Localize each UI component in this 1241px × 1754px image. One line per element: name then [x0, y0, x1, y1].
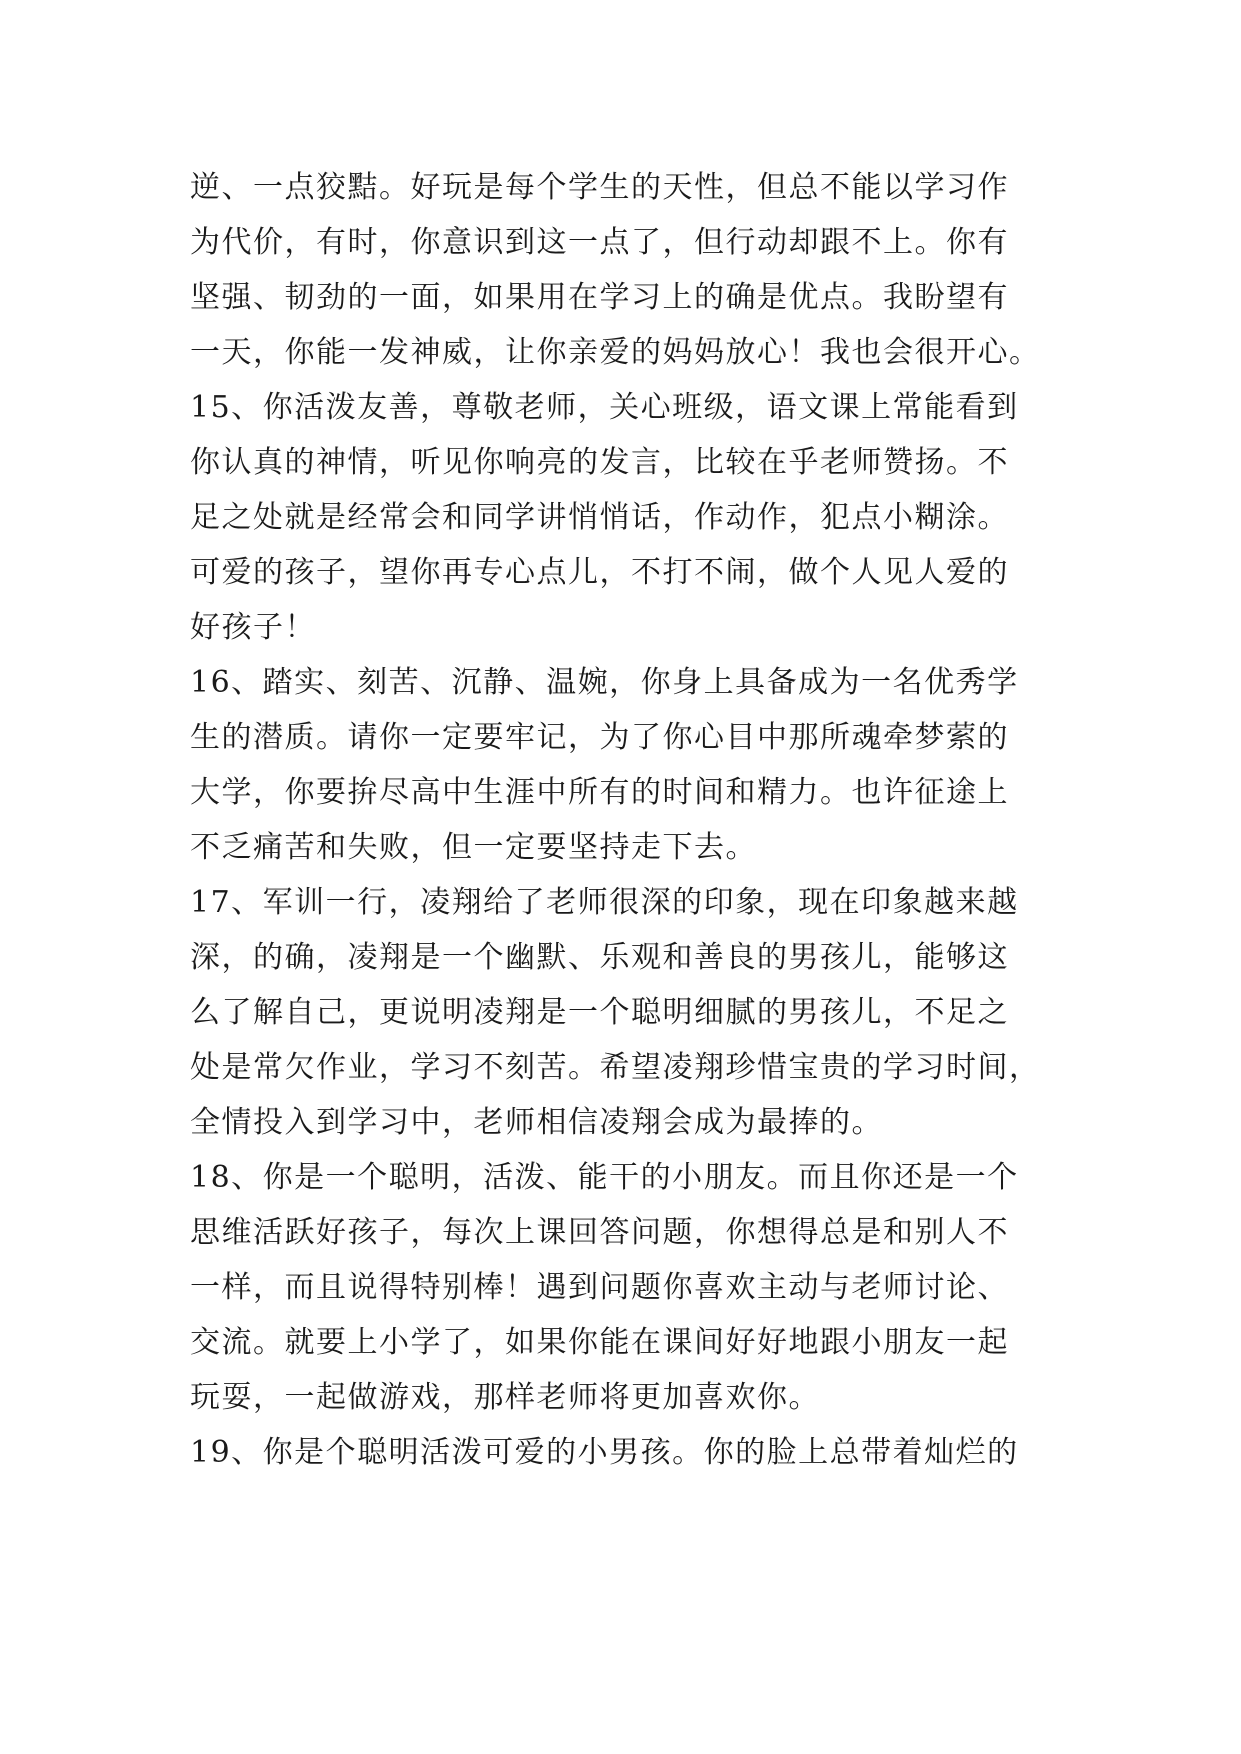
text-line: 可爱的孩子，望你再专心点儿，不打不闹，做个人见人爱的: [190, 555, 1009, 590]
text-line: 不乏痛苦和失败，但一定要坚持走下去。: [190, 830, 757, 865]
text-line: 交流。就要上小学了，如果你能在课间好好地跟小朋友一起: [190, 1325, 1009, 1360]
body-text: [190, 160, 1070, 1480]
text-line: 17、军训一行，凌翔给了老师很深的印象，现在印象越来越: [190, 885, 1019, 920]
text-line: 18、你是一个聪明，活泼、能干的小朋友。而且你还是一个: [190, 1160, 1019, 1195]
text-line: 一天，你能一发神威，让你亲爱的妈妈放心！我也会很开心。: [190, 335, 1041, 370]
text-line: 坚强、韧劲的一面，如果用在学习上的确是优点。我盼望有: [190, 280, 1009, 315]
text-line: 全情投入到学习中，老师相信凌翔会成为最捧的。: [190, 1105, 883, 1140]
text-line: 你认真的神情，听见你响亮的发言，比较在乎老师赞扬。不: [190, 445, 1009, 480]
text-line: 一样，而且说得特别棒！遇到问题你喜欢主动与老师讨论、: [190, 1270, 1009, 1305]
text-line: 19、你是个聪明活泼可爱的小男孩。你的脸上总带着灿烂的: [190, 1435, 1019, 1470]
text-line: 15、你活泼友善，尊敬老师，关心班级，语文课上常能看到: [190, 390, 1019, 425]
text-line: 足之处就是经常会和同学讲悄悄话，作动作，犯点小糊涂。: [190, 500, 1009, 535]
text-line: 处是常欠作业，学习不刻苦。希望凌翔珍惜宝贵的学习时间，: [190, 1050, 1041, 1085]
text-line: 大学，你要拚尽高中生涯中所有的时间和精力。也许征途上: [190, 775, 1009, 810]
text-line: 思维活跃好孩子，每次上课回答问题，你想得总是和别人不: [190, 1215, 1009, 1250]
text-line: 逆、一点狡黠。好玩是每个学生的天性，但总不能以学习作: [190, 170, 1009, 205]
text-line: 16、踏实、刻苦、沉静、温婉，你身上具备成为一名优秀学: [190, 665, 1019, 700]
text-line: 么了解自己，更说明凌翔是一个聪明细腻的男孩儿，不足之: [190, 995, 1009, 1030]
text-line: 生的潜质。请你一定要牢记，为了你心目中那所魂牵梦萦的: [190, 720, 1009, 755]
text-line: 玩耍，一起做游戏，那样老师将更加喜欢你。: [190, 1380, 820, 1415]
text-line: 好孩子！: [190, 610, 316, 645]
text-line: 为代价，有时，你意识到这一点了，但行动却跟不上。你有: [190, 225, 1009, 260]
text-line: 深，的确，凌翔是一个幽默、乐观和善良的男孩儿，能够这: [190, 940, 1009, 975]
